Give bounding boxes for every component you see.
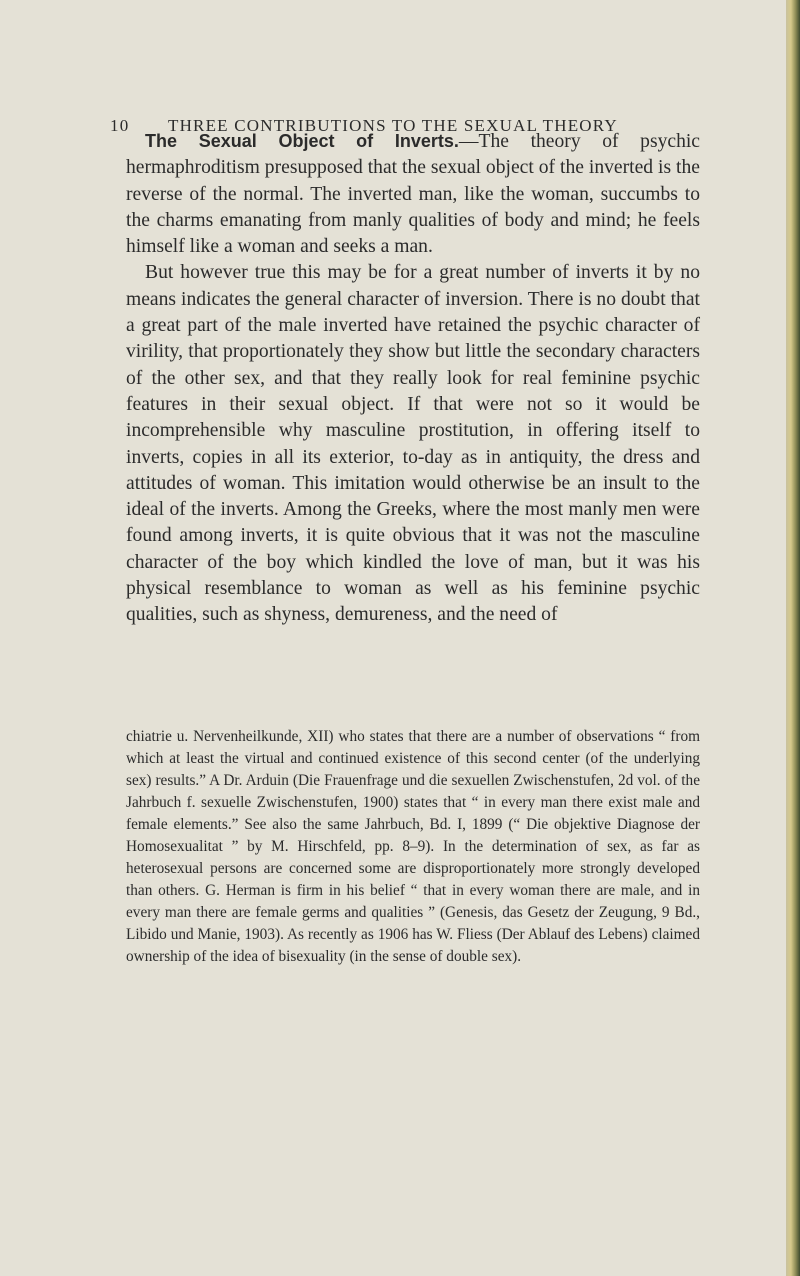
running-title: THREE CONTRIBUTIONS TO THE SEXUAL THEORY — [168, 116, 618, 135]
paragraph-2: But however true this may be for a great number of inverts it by no means indicates the general character of inversion. There is no doubt that a great part of the male inverted have retained the psychic character of virility, that proportionately they show but little the secondary characters of the other sex, and that they really look for real feminine psychic features in their sexual object. If that were not so it would be incomprehensible why masculine prostitution, in offering itself to inverts, copies in all its exterior, to-day as in antiquity, the dress and attitudes of woman. This imitation would otherwise be an insult to the ideal of the inverts. Among the Greeks, where the most manly men were found among inverts, it is quite obvious that it was not the masculine character of the boy which kindled the love of man, but it was his physical resemblance to woman as well as his feminine psychic qualities, such as shyness, demureness, and the need of — [126, 262, 700, 626]
paragraph-1-text: —The theory of psychic hermaphroditism presupposed that the sexual object of the inverted is the reverse of the normal. The inverted man, like the woman, succumbs to the charms emanating from manly qualities of body and mind; he feels himself like a woman and seeks a man. — [126, 131, 701, 258]
footnote: chiatrie u. Nervenheilkunde, XII) who states that there are a number of observations “ from which at least the virtual and continued existence of this second center (of the underlying sex) results.” A Dr. Arduin (Die Frauenfrage und die sexuellen Zwischenstufen, 2d vol. of the Jahrbuch f. sexuelle Zwischenstufen, 1900) states that “ in every man there exist male and female elements.” See also the same Jahrbuch, Bd. I, 1899 (“ Die objektive Diagnose der Homosexualitat ” by M. Hirschfeld, pp. 8–9). In the determination of sex, as far as heterosexual persons are concerned some are disproportionately more strongly developed than others. G. Herman is firm in his belief “ that in every woman there are male, and in every man there are female germs and qualities ” (Genesis, das Gesetz der Zeugung, 9 Bd., Libido und Manie, 1903). As recently as 1906 has W. Fliess (Der Ablauf des Lebens) claimed ownership of the idea of bisexuality (in the sense of double sex). — [126, 728, 700, 966]
main-text — [126, 128, 700, 629]
section-heading: The Sexual Object of Inverts. — [145, 131, 459, 151]
paragraph-1 — [126, 128, 700, 260]
page-number: 10 — [110, 116, 130, 135]
page-edge — [786, 0, 800, 1276]
